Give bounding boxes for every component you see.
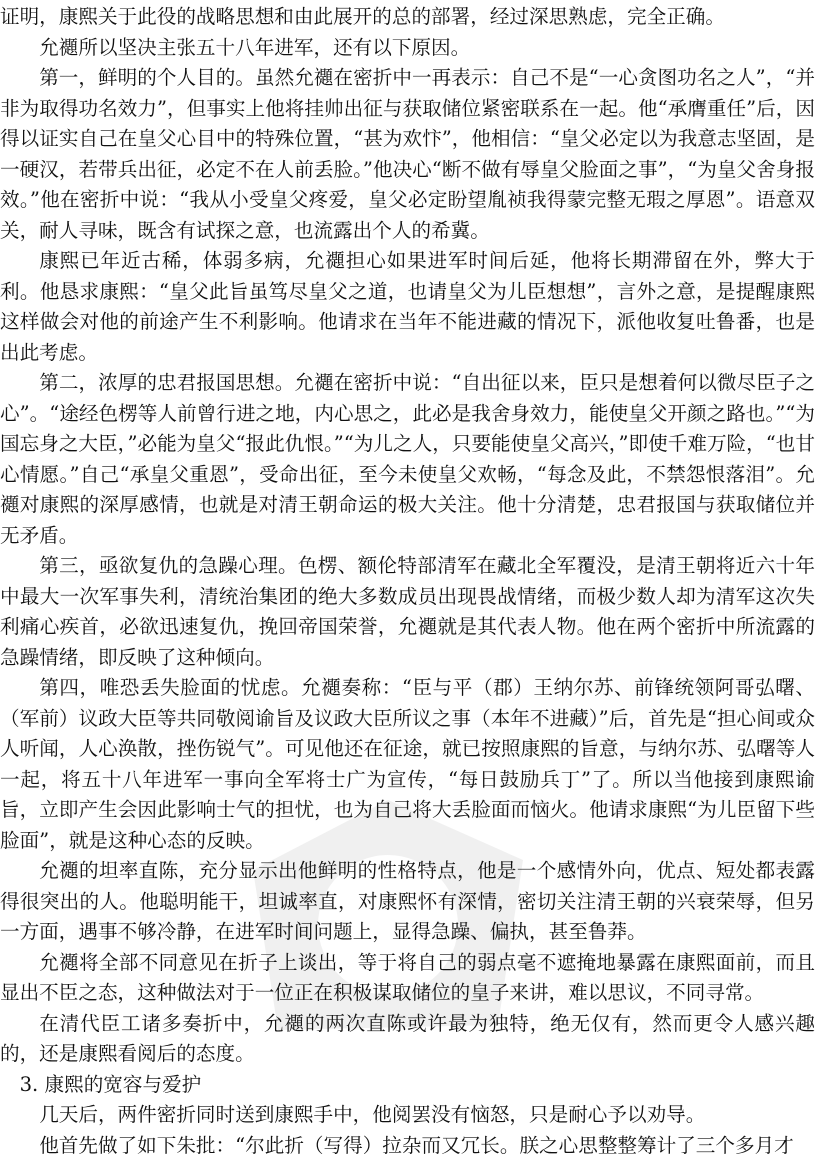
paragraph: 第三，亟欲复仇的急躁心理。色楞、额伦特部清军在藏北全军覆没，是清王朝将近六十年中最大一次军事失利，清统治集团的绝大多数成员出现畏战情绪，而极少数人却为清军这次失利痛心疾首，必欲迅速复仇，挽回帝国荣誉，允禵就是其代表人物。他在两个密折中所流露的急躁情绪，即反映了这种倾向。: [0, 551, 815, 673]
paragraph: 在清代臣工诸多奏折中，允禵的两次直陈或许最为独特，绝无仅有，然而更令人感兴趣的，还是康熙看阅后的态度。: [0, 1009, 815, 1070]
paragraph: 第一，鲜明的个人目的。虽然允禵在密折中一再表示：自己不是“一心贪图功名之人”，“并非为取得功名效力”，但事实上他将挂帅出征与获取储位紧密联系在一起。他“承膺重任”后，因得以证实自己在皇父心目中的特殊位置，“甚为欢忭”，他相信：“皇父必定以为我意志坚固，是一硬汉，若带兵出征，必定不在人前丢脸。”他决心“断不做有辱皇父脸面之事”，“为皇父舍身报效。”他在密折中说：“我从小受皇父疼爱，皇父必定盼望胤祯我得蒙完整无瑕之厚恩”。语意双关，耐人寻味，既含有试探之意，也流露出个人的希冀。: [0, 63, 815, 246]
paragraph: 允禵所以坚决主张五十八年进军，还有以下原因。: [0, 33, 815, 64]
paragraph: 第四，唯恐丢失脸面的忧虑。允禵奏称：“臣与平（郡）王纳尔苏、前锋统领阿哥弘曙、（军前）议政大臣等共同敬阅谕旨及议政大臣所议之事（本年不进藏）”后，首先是“担心间或众人听闻，人心涣散，挫伤锐气”。可见他还在征途，就已按照康熙的旨意，与纳尔苏、弘曙等人一起，将五十八年进军一事向全军将士广为宣传，“每日鼓励兵丁”了。所以当他接到康熙谕旨，立即产生会因此影响士气的担忧，也为自己将大丢脸面而恼火。他请求康熙“为儿臣留下些脸面”，就是这种心态的反映。: [0, 673, 815, 856]
section-heading: 3. 康熙的宽容与爱护: [0, 1070, 815, 1101]
paragraph: 允禵的坦率直陈，充分显示出他鲜明的性格特点，他是一个感情外向，优点、短处都表露得很突出的人。他聪明能干，坦诚率直，对康熙怀有深情，密切关注清王朝的兴衰荣辱，但另一方面，遇事不够冷静，在进军时间问题上，显得急躁、偏执，甚至鲁莽。: [0, 856, 815, 948]
paragraph: 几天后，两件密折同时送到康熙手中，他阅罢没有恼怒，只是耐心予以劝导。: [0, 1100, 815, 1131]
paragraph: 第二，浓厚的忠君报国思想。允禵在密折中说：“自出征以来，臣只是想着何以微尽臣子之心”。“途经色楞等人前曾行进之地，内心思之，此必是我舍身效力，能使皇父开颜之路也。”“为国忘身之大臣，”必能为皇父“报此仇恨。”“为儿之人，只要能使皇父高兴，”即使千难万险，“也甘心情愿。”自己“承皇父重恩”，受命出征，至今未使皇父欢畅，“每念及此，不禁怨恨落泪”。允禵对康熙的深厚感情，也就是对清王朝命运的极大关注。他十分清楚，忠君报国与获取储位并无矛盾。: [0, 368, 815, 551]
paragraph: 允禵将全部不同意见在折子上谈出，等于将自己的弱点毫不遮掩地暴露在康熙面前，而且显出不臣之态，这种做法对于一位正在积极谋取储位的皇子来讲，难以思议，不同寻常。: [0, 948, 815, 1009]
paragraph: 康熙已年近古稀，体弱多病，允禵担心如果进军时间后延，他将长期滞留在外，弊大于利。他恳求康熙：“皇父此旨虽笃尽皇父之道，也请皇父为儿臣想想”，言外之意，是提醒康熙这样做会对他的前途产生不利影响。他请求在当年不能进藏的情况下，派他收复吐鲁番，也是出此考虑。: [0, 246, 815, 368]
body-text: [0, 2, 815, 1161]
paragraph: 证明，康熙关于此役的战略思想和由此展开的总的部署，经过深思熟虑，完全正确。: [0, 2, 815, 33]
paragraph: 他首先做了如下朱批：“尔此折（写得）拉杂而又冗长。朕之心思整整筹计了三个多月才: [0, 1131, 815, 1161]
